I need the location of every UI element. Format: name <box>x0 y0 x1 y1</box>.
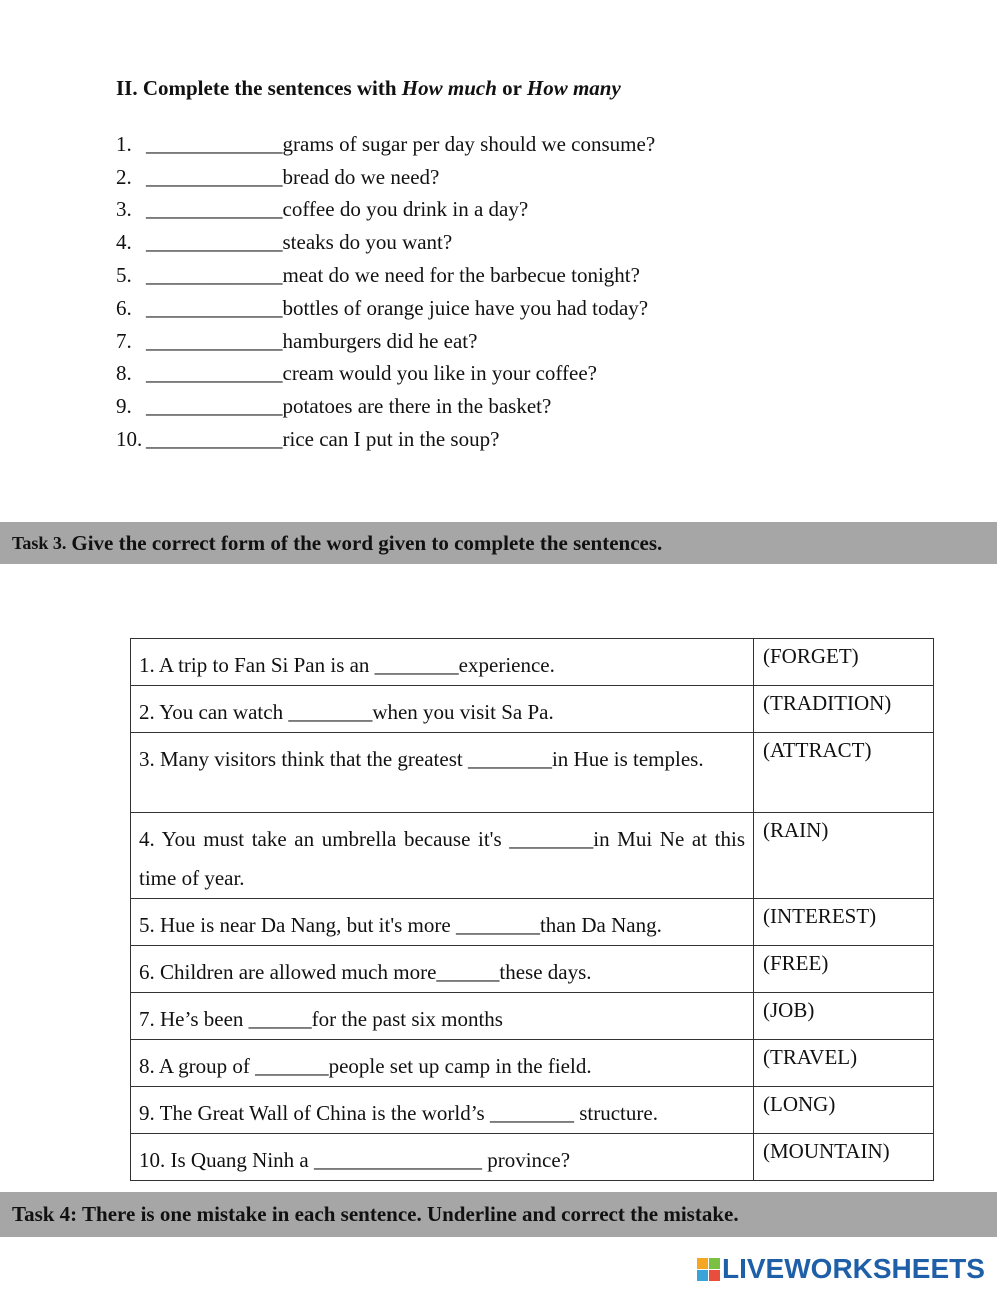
sentence-cell[interactable]: 9. The Great Wall of China is the world’s ________ structure. <box>131 1087 754 1134</box>
table-row <box>131 639 934 686</box>
word-form-table <box>130 638 934 1181</box>
question-item: 1. _____________ grams of sugar per day should we consume? <box>116 131 656 156</box>
sentence-cell[interactable]: 6. Children are allowed much more______these days. <box>131 946 754 993</box>
liveworksheets-logo[interactable] <box>697 1253 985 1285</box>
word-cell: (ATTRACT) <box>754 733 934 813</box>
question-item: 3. _____________ coffee do you drink in a day? <box>116 197 529 222</box>
word-cell: (INTEREST) <box>754 899 934 946</box>
logo-text: LIVEWORKSHEETS <box>722 1253 985 1284</box>
sentence-cell[interactable]: 8. A group of _______people set up camp in the field. <box>131 1040 754 1087</box>
word-cell: (FREE) <box>754 946 934 993</box>
question-item: 9. _____________ potatoes are there in the basket? <box>116 394 552 419</box>
logo-tile <box>709 1258 720 1269</box>
sentence-cell[interactable]: 2. You can watch ________when you visit Sa Pa. <box>131 686 754 733</box>
answer-blank[interactable]: _____________ <box>146 295 283 320</box>
question-item: 4. _____________ steaks do you want? <box>116 230 453 255</box>
table-row <box>131 813 934 899</box>
sentence-cell[interactable]: 10. Is Quang Ninh a ________________ province? <box>131 1134 754 1181</box>
table-row <box>131 899 934 946</box>
answer-blank[interactable]: _____________ <box>146 164 283 189</box>
sentence-cell[interactable]: 1. A trip to Fan Si Pan is an ________experience. <box>131 639 754 686</box>
logo-tile <box>697 1270 708 1281</box>
logo-tile <box>709 1270 720 1281</box>
answer-blank[interactable]: _____________ <box>146 328 283 353</box>
answer-blank[interactable]: _____________ <box>146 394 283 419</box>
table-row <box>131 1134 934 1181</box>
answer-blank[interactable]: _____________ <box>146 427 283 452</box>
question-item: 2. _____________ bread do we need? <box>116 164 440 189</box>
question-item: 8. _____________ cream would you like in your coffee? <box>116 361 597 386</box>
task3-heading: Task 3. Give the correct form of the word given to complete the sentences. <box>0 522 997 564</box>
table-row <box>131 946 934 993</box>
sentence-cell[interactable]: 4. You must take an umbrella because it's ________in Mui Ne at this time of year. <box>131 813 754 899</box>
word-cell: (MOUNTAIN) <box>754 1134 934 1181</box>
question-item: 10. _____________ rice can I put in the soup? <box>116 427 500 452</box>
question-item: 6. _____________ bottles of orange juice have you had today? <box>116 295 649 320</box>
table-row <box>131 993 934 1040</box>
sentence-cell[interactable]: 3. Many visitors think that the greatest ________in Hue is temples. <box>131 733 754 813</box>
answer-blank[interactable]: _____________ <box>146 263 283 288</box>
word-cell: (LONG) <box>754 1087 934 1134</box>
answer-blank[interactable]: _____________ <box>146 197 283 222</box>
answer-blank[interactable]: _____________ <box>146 361 283 386</box>
sentence-cell[interactable]: 7. He’s been ______for the past six months <box>131 993 754 1040</box>
answer-blank[interactable]: _____________ <box>146 131 283 156</box>
word-cell: (JOB) <box>754 993 934 1040</box>
sentence-cell[interactable]: 5. Hue is near Da Nang, but it's more ________than Da Nang. <box>131 899 754 946</box>
logo-tile <box>697 1258 708 1269</box>
task4-heading: Task 4: There is one mistake in each sentence. Underline and correct the mistake. <box>0 1192 997 1237</box>
table-row <box>131 733 934 813</box>
question-list <box>116 128 816 456</box>
table-row <box>131 686 934 733</box>
answer-blank[interactable]: _____________ <box>146 230 283 255</box>
table-row <box>131 1040 934 1087</box>
word-cell: (FORGET) <box>754 639 934 686</box>
question-item: 5. _____________ meat do we need for the barbecue tonight? <box>116 263 640 288</box>
word-cell: (TRAVEL) <box>754 1040 934 1087</box>
word-cell: (RAIN) <box>754 813 934 899</box>
section2-heading: II. Complete the sentences with How much or How many <box>116 76 621 100</box>
table-row <box>131 1087 934 1134</box>
word-cell: (TRADITION) <box>754 686 934 733</box>
liveworksheets-logo-icon <box>697 1258 720 1281</box>
question-item: 7. _____________ hamburgers did he eat? <box>116 328 478 353</box>
